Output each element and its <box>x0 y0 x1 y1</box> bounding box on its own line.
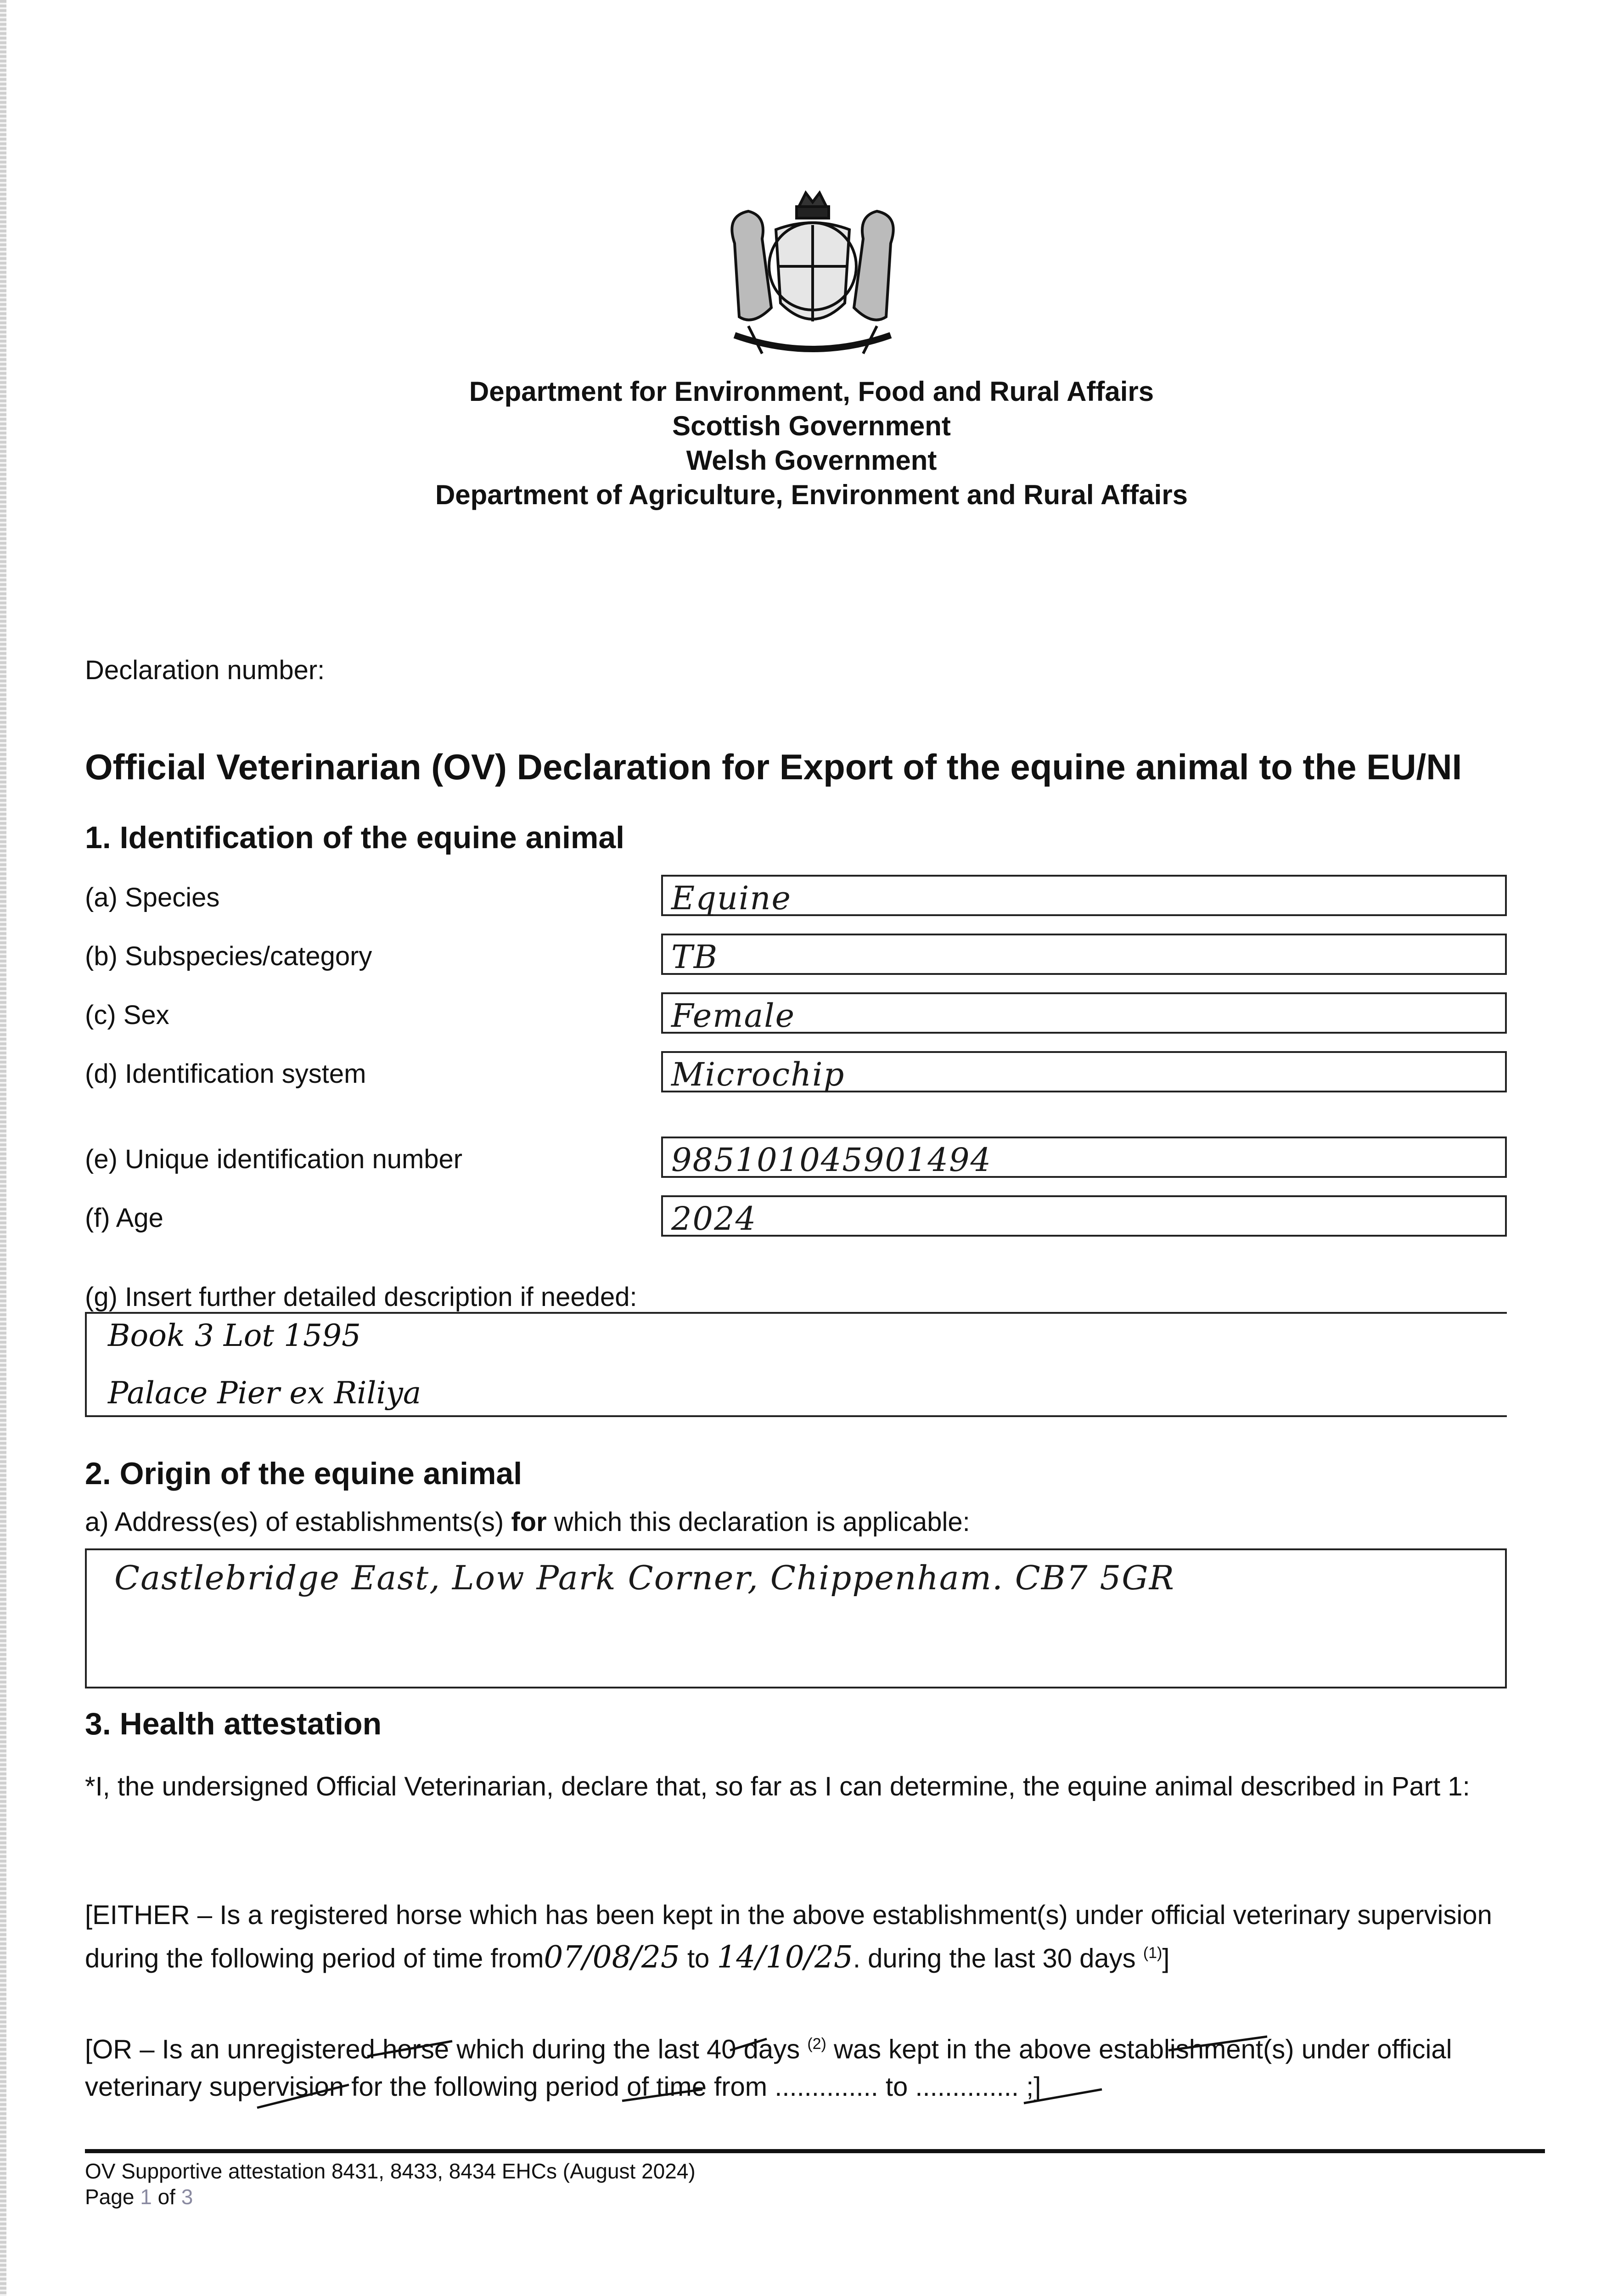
further-description-line-1[interactable]: Book 3 Lot 1595 <box>108 1318 361 1353</box>
subspecies-value: TB <box>671 938 719 976</box>
either-text-pre: [EITHER – Is a registered horse which has been kept in the above establishment(s) under official veterinary supervision during the following period of time from <box>85 1900 1492 1974</box>
page-of: of <box>152 2185 181 2209</box>
further-description-label: (g) Insert further detailed description if needed: <box>85 1282 637 1312</box>
age-value: 2024 <box>671 1200 757 1238</box>
or-clause <box>85 2025 1554 2106</box>
either-text-post: . during the last 30 days <box>853 1943 1143 1974</box>
identification-system-field[interactable] <box>661 1051 1507 1092</box>
subspecies-label: (b) Subspecies/category <box>85 941 372 971</box>
further-description-left-rule <box>85 1312 87 1415</box>
subspecies-field[interactable] <box>661 934 1507 975</box>
page-number: 1 <box>140 2185 152 2209</box>
identification-system-value: Microchip <box>671 1056 845 1093</box>
department-welsh-government: Welsh Government <box>686 445 937 476</box>
species-field[interactable] <box>661 875 1507 916</box>
address-label-post: which this declaration is applicable: <box>546 1507 970 1537</box>
sex-value: Female <box>671 997 796 1035</box>
page-title: Official Veterinarian (OV) Declaration for Export of the equine animal to the EU/NI <box>85 747 1462 787</box>
identification-system-label: (d) Identification system <box>85 1059 366 1089</box>
age-label: (f) Age <box>85 1203 163 1233</box>
address-field[interactable] <box>85 1548 1507 1688</box>
unique-id-value: 985101045901494 <box>671 1141 992 1179</box>
either-end: ] <box>1162 1943 1170 1974</box>
unique-id-label: (e) Unique identification number <box>85 1144 463 1174</box>
page-indicator <box>85 2184 193 2210</box>
department-scottish-government: Scottish Government <box>672 411 951 441</box>
page-total: 3 <box>181 2185 193 2209</box>
health-intro: *I, the undersigned Official Veterinarian, declare that, so far as I can determine, the equine animal described in Part 1: <box>85 1772 1470 1801</box>
age-field[interactable] <box>661 1195 1507 1237</box>
address-label <box>85 1506 970 1538</box>
sex-label: (c) Sex <box>85 1000 169 1030</box>
species-label: (a) Species <box>85 883 220 912</box>
either-clause <box>85 1896 1554 1977</box>
either-footnote-ref: (1) <box>1143 1944 1162 1962</box>
address-value: Castlebridge East, Low Park Corner, Chippenham. CB7 5GR <box>114 1559 1175 1597</box>
either-to-date[interactable]: 14/10/25 <box>717 1939 853 1975</box>
footer-rule <box>85 2149 1545 2153</box>
footer-attestation: OV Supportive attestation 8431, 8433, 8434 EHCs (August 2024) <box>85 2159 696 2183</box>
scan-edge <box>0 0 6 2296</box>
section2-heading: 2. Origin of the equine animal <box>85 1456 522 1491</box>
department-daera: Department of Agriculture, Environment and Rural Affairs <box>435 479 1188 510</box>
or-footnote-ref: (2) <box>807 2035 826 2053</box>
declaration-number-label: Declaration number: <box>85 655 325 685</box>
sex-field[interactable] <box>661 992 1507 1034</box>
department-defra: Department for Environment, Food and Rural Affairs <box>469 376 1154 407</box>
either-to-word: to <box>680 1943 717 1974</box>
unique-id-field[interactable] <box>661 1137 1507 1178</box>
address-label-pre: a) Address(es) of establishments(s) <box>85 1507 511 1537</box>
page-label: Page <box>85 2185 140 2209</box>
further-description-line-2[interactable]: Palace Pier ex Riliya <box>108 1375 421 1411</box>
either-from-date[interactable]: 07/08/25 <box>544 1939 680 1975</box>
further-description-top-rule <box>85 1312 1507 1314</box>
section3-heading: 3. Health attestation <box>85 1706 382 1741</box>
or-text-pre: [OR – Is an unregistered horse which during the last 40 days <box>85 2034 808 2065</box>
address-label-bold: for <box>511 1507 547 1537</box>
or-text-post: was kept in the above establishment(s) under official veterinary supervision for the following period of time from .............. to .............. ;] <box>85 2034 1452 2102</box>
section1-heading: 1. Identification of the equine animal <box>85 820 625 855</box>
further-description-bottom-rule <box>85 1415 1507 1417</box>
species-value: Equine <box>671 879 792 917</box>
coat-of-arms-emblem <box>707 188 918 367</box>
